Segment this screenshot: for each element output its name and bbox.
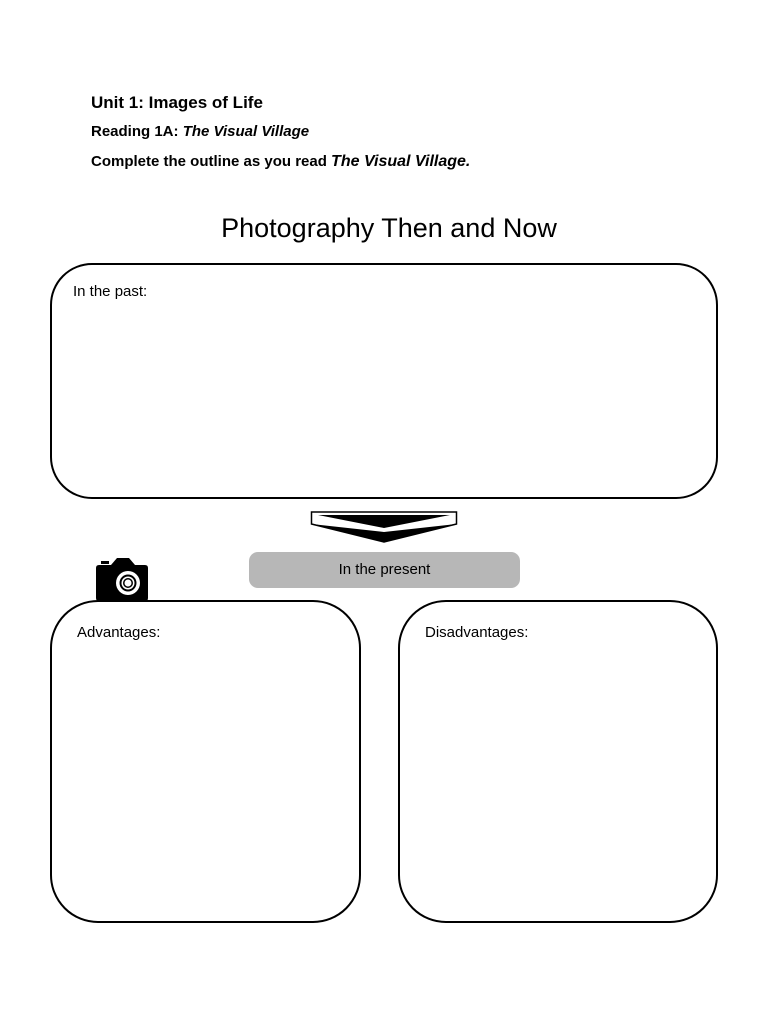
instruction-title: The Visual Village. [331, 153, 471, 170]
reading-line [91, 122, 691, 142]
past-box-label: In the past: [73, 283, 148, 300]
camera-icon [95, 555, 149, 601]
down-arrow-icon [310, 510, 458, 544]
disadvantages-box-label: Disadvantages: [425, 624, 529, 641]
advantages-box-label: Advantages: [77, 624, 161, 641]
instruction-prefix: Complete the outline as you read [91, 153, 332, 170]
past-box[interactable] [50, 263, 718, 499]
worksheet-header [91, 92, 691, 172]
reading-prefix: Reading 1A: [91, 123, 183, 140]
reading-title: The Visual Village [182, 123, 310, 140]
disadvantages-box[interactable] [398, 600, 718, 923]
page-title: Photography Then and Now [221, 213, 557, 243]
advantages-box[interactable] [50, 600, 361, 923]
instruction-line [91, 152, 691, 172]
unit-title: Unit 1: Images of Life [91, 93, 263, 112]
present-label-pill: In the present [249, 552, 520, 588]
